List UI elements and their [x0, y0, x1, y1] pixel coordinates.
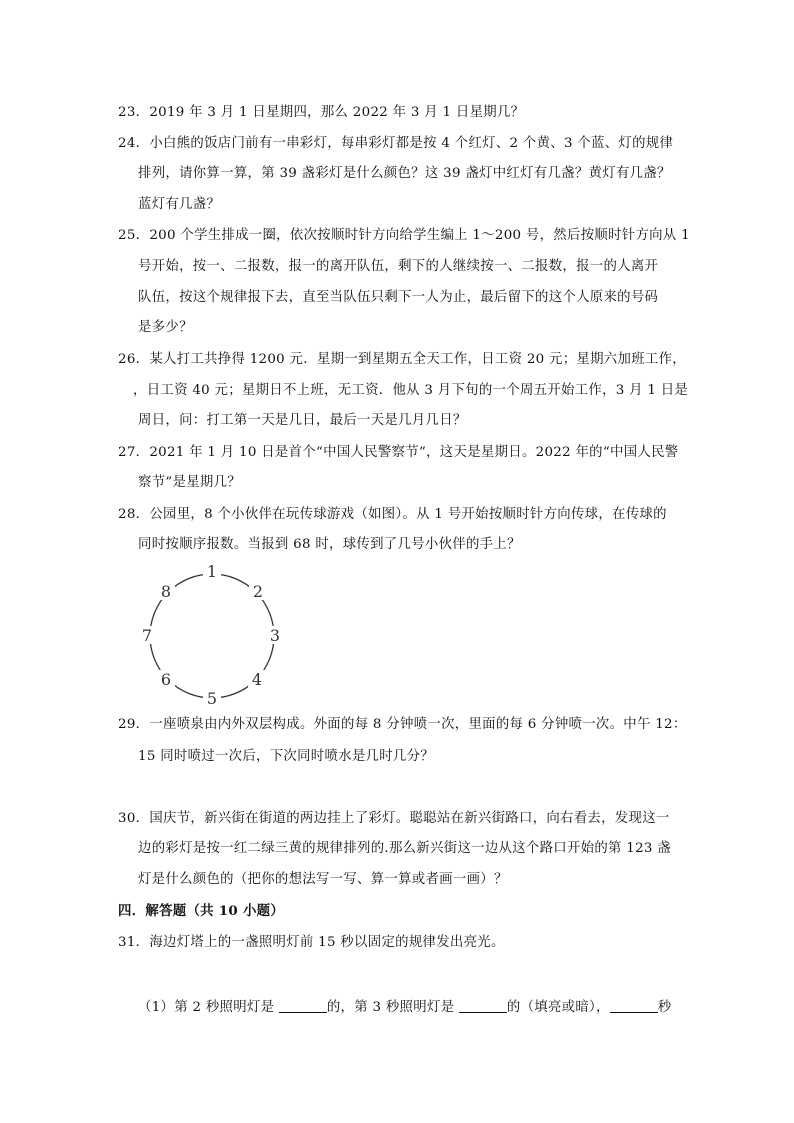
q25-line-3: 队伍，按这个规律报下去，直至当队伍只剩下一人为止，最后留下的这个人原来的号码 [138, 290, 659, 305]
pass-ball-circle-diagram [130, 558, 300, 714]
q31-subquestion-1 [138, 1000, 671, 1014]
circle-label-6: 6 [160, 670, 172, 689]
q24-line-3: 蓝灯有几盏？ [138, 197, 221, 212]
answer-blank-1[interactable] [279, 1000, 327, 1013]
q31-sub-text-1: （1）第 2 秒照明灯是 [138, 1000, 275, 1015]
q26-line-1: 26．某人打工共挣得 1200 元．星期一到星期五全天工作，日工资 20 元；星期六加班工作， [118, 352, 686, 367]
q28-line-1: 28．公园里，8 个小伙伴在玩传球游戏（如图）。从 1 号开始按顺时针方向传球，在传球的 [118, 507, 667, 522]
q24-line-1: 24．小白熊的饭店门前有一串彩灯，每串彩灯都是按 4 个红灯、2 个黄、3 个蓝、灯的规律 [118, 136, 674, 151]
circle-label-8: 8 [160, 582, 172, 601]
q30-line-1: 30．国庆节，新兴街在街道的两边挂上了彩灯。聪聪站在新兴街路口，向右看去，发现这一 [118, 811, 670, 826]
circle-label-5: 5 [206, 689, 218, 708]
q31-sub-text-2: 的，第 3 秒照明灯是 [326, 1000, 455, 1015]
q29-line-1: 29．一座喷泉由内外双层构成。外面的每 8 分钟喷一次，里面的每 6 分钟喷一次。中午 12： [118, 717, 687, 732]
q31-line-1: 31．海边灯塔上的一盏照明灯前 15 秒以固定的规律发出亮光。 [118, 935, 505, 950]
q26-line-3: 周日，问：打工第一天是几日，最后一天是几月几日？ [138, 413, 467, 428]
q26-line-2: ，日工资 40 元；星期日不上班，无工资．他从 3 月下旬的一个周五开始工作，3 月 1 日是 [133, 383, 689, 398]
circle-label-2: 2 [252, 582, 264, 601]
q25-line-2: 号开始，按一、二报数，报一的离开队伍，剩下的人继续按一、二报数，报一的人离开 [138, 259, 659, 274]
answer-blank-3[interactable] [610, 1000, 658, 1013]
q31-sub-text-4: 秒 [657, 1000, 672, 1015]
q29-line-2: 15 同时喷过一次后，下次同时喷水是几时几分？ [138, 749, 435, 764]
q27-line-2: 察节”是星期几？ [138, 475, 241, 490]
circle-label-3: 3 [269, 626, 281, 645]
circle-label-7: 7 [141, 626, 153, 645]
circle-label-1: 1 [206, 562, 218, 581]
section-heading: 四．解答题（共 10 小题） [118, 903, 285, 919]
q28-line-2: 同时按顺序报数。当报到 68 时，球传到了几号小伙伴的手上？ [138, 537, 521, 552]
q30-line-3: 灯是什么颜色的（把你的想法写一写、算一算或者画一画）？ [138, 872, 508, 887]
q27-line-1: 27．2021 年 1 月 10 日是首个“中国人民警察节”，这天是星期日。2022 年的“中国人民警 [118, 445, 679, 460]
circle-label-4: 4 [251, 670, 263, 689]
q25-line-4: 是多少？ [138, 320, 193, 335]
answer-blank-2[interactable] [459, 1000, 507, 1013]
q30-line-2: 边的彩灯是按一红二绿三黄的规律排列的.那么新兴街这一边从这个路口开始的第 123 盏 [138, 841, 671, 856]
q23-line-1: 23．2019 年 3 月 1 日星期四，那么 2022 年 3 月 1 日星期几？ [118, 105, 525, 120]
q24-line-2: 排列，请你算一算，第 39 盏彩灯是什么颜色？这 39 盏灯中红灯有几盏？黄灯有几盏？ [138, 166, 671, 181]
q31-sub-text-3: 的（填亮或暗）， [506, 1000, 610, 1015]
q25-line-1: 25．200 个学生排成一圈，依次按顺时针方向给学生编上 1～200 号，然后按顺时针方向从 1 [118, 228, 690, 243]
